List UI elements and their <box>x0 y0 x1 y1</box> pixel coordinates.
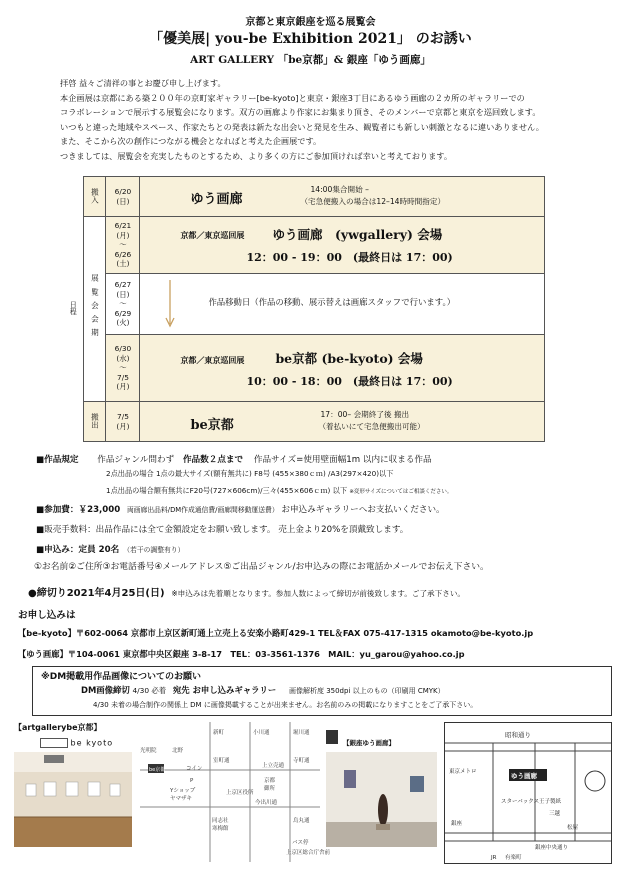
down-arrow-icon <box>164 280 176 328</box>
header-line3: ART GALLERY 「be京都」& 銀座「ゆう画廊」 <box>190 54 431 66</box>
map1-label-19: ヤマザキ <box>170 796 193 802</box>
tokyo-gallery-label: 【銀座ゆう画廊】 <box>343 739 395 747</box>
kyoto-gallery-photo <box>14 752 132 847</box>
intro-line: つきましては、展覧会を充実したものとするため、より多くの方にご参加頂ければ幸いと考えております。 <box>60 150 453 161</box>
map1-label-0: 光明院 <box>140 748 157 754</box>
map1-label-3: 小川通 <box>253 730 270 736</box>
map1-label-10: 室町通 <box>213 758 230 764</box>
move-cell <box>140 274 545 335</box>
kyoto-logo: be kyoto <box>40 738 130 750</box>
rules-line3: 1点出品の場合額有無共にF20号(727×606cm)/三々(455×606ｃｍ) 以下 ※変形サイズについてはご相談ください。 <box>106 486 453 495</box>
map1-label-6: 同志社 <box>212 818 229 824</box>
rules-line2: 2点出品の場合 1点の最大サイズ(額有無共に) F8号 (455×380ｃｍ) /A3(297×420)以下 <box>106 469 394 478</box>
carry-in-date: 6/20 (日) <box>106 177 140 217</box>
map2-label-3: 松屋 <box>567 825 579 831</box>
map1-label-21: 御所 <box>264 786 276 792</box>
dm-deadline: DM画像締切 4/30 必着 宛先 お申し込みギャラリー 画像解析度 350dpi 以上のもの（印刷用 CMYK） <box>81 685 445 695</box>
carry-in-cell <box>140 177 545 217</box>
map1-label-14: 上京区総合庁舎前 <box>286 850 331 856</box>
tokyo-prefix: 京都／東京巡回展 <box>180 230 245 240</box>
dm-note: 4/30 未着の場合制作の関係上 DM に画像掲載することが出来ません。お名前のみの掲載になりますことをご了承下さい。 <box>93 701 478 709</box>
apply-line: ■申込み：定員 20名 （若干の調整有り） <box>36 545 185 555</box>
logo-mark-icon <box>40 738 68 748</box>
map1-label-17: P <box>190 778 194 784</box>
map2-label-9: JR <box>491 855 497 861</box>
kyoto-map <box>140 722 331 862</box>
schedule-side-label: 日程 <box>69 301 78 315</box>
move-date: 6/27 (日) ～ 6/29 (火) <box>106 274 140 335</box>
map1-label-1: 北野 <box>172 748 184 754</box>
map1-label-13: バス停 <box>292 840 309 846</box>
map1-label-8: 上立売通 <box>262 763 285 769</box>
intro-line: 本企画展は京都にある築２００年の京町家ギャラリー[be-kyoto]と東京・銀座3丁目にあるゆう画廊の２カ所のギャラリーでの <box>60 92 525 103</box>
contact-tokyo: 【ゆう画廊】〒104-0061 東京都中央区銀座 3-8-17 TEL：03-3561-1376 MAIL：yu_garou@yahoo.co.jp <box>18 649 465 659</box>
map1-label-20: 京都 <box>264 778 276 784</box>
header-line1: 京都と東京銀座を巡る展覧会 <box>245 17 376 28</box>
carry-out-note2: （着払いにて宅急便搬出可能） <box>318 421 425 431</box>
deadline-line: ●締切り2021年4月25日(日) ※申込みは先着順となります。参加人数によって締切が前後致します。ご了承下さい。 <box>28 588 466 599</box>
kyoto-venue: be京都 (be-kyoto) 会場 <box>275 351 423 366</box>
map1-label-12: 烏丸通 <box>293 818 310 824</box>
tokyo-cell <box>140 217 545 274</box>
apply-items: ①お名前②ご住所③お電話番号④メールアドレス⑤ご出品ジャンル/お申込みの際にお電話かメールでお伝え下さい。 <box>34 562 489 572</box>
map2-label-5: スターバックス <box>501 799 540 805</box>
contact-kyoto: 【be-kyoto】〒602-0064 京都市上京区新町通上立売上る安楽小路町429-1 TEL＆FAX 075-417-1315 okamoto@be-kyoto.jp <box>18 628 534 638</box>
kyoto-prefix: 京都／東京巡回展 <box>180 355 245 365</box>
schedule-table <box>62 176 545 442</box>
carry-out-venue: be京都 <box>190 417 234 433</box>
map1-label-5: 今出川通 <box>255 800 278 806</box>
carry-in-label: 搬入 <box>84 177 106 217</box>
map2-label-0: 昭和通り <box>505 731 531 739</box>
rules-line1: ■作品規定 作品ジャンル問わず 作品数２点まで 作品サイズ=使用壁面幅1m 以内に収まる作品 <box>36 455 432 465</box>
contact-title: お申し込みは <box>18 610 76 621</box>
intro-line: コラボレーションで展示する展覧会になります。双方の画廊より作家にお集まり頂き、そのメンバーで京都と東京を巡回致します。 <box>60 107 541 118</box>
map1-label-16: コイン <box>186 766 203 772</box>
map1-label-18: Yショップ <box>170 788 196 794</box>
kyoto-date: 6/30 (水) ～ 7/5 (月) <box>106 335 140 402</box>
carry-out-note1: 17：00– 会期終了後 搬出 <box>320 409 410 419</box>
map1-label-2: 新町 <box>213 730 225 736</box>
map2-label-8: 有楽町 <box>505 855 522 861</box>
exhibit-period-label: 展覧会会期 <box>84 217 106 402</box>
carry-out-label: 搬出 <box>84 402 106 442</box>
carry-in-note1: 14:00集合開始 – <box>310 184 369 194</box>
dm-box <box>32 666 612 716</box>
kyoto-gallery-label: 【artgallerybe京都】 <box>14 723 102 732</box>
intro-text <box>60 76 600 164</box>
kyoto-hours: 10：00 - 18：00 (最終日は 17：00) <box>246 375 453 388</box>
yu-logo-icon <box>326 730 338 744</box>
tokyo-hours: 12：00 - 19：00 (最終日は 17：00) <box>246 251 453 264</box>
intro-line: 拝啓 益々ご清祥の事とお慶び申し上げます。 <box>60 78 226 88</box>
page-title: 「優美展| you-be Exhibition 2021」 のお誘い <box>149 31 472 47</box>
map2-label-2: 銀座中央通り <box>535 845 569 851</box>
tokyo-map <box>444 722 612 864</box>
tokyo-date: 6/21 (月) ～ 6/26 (土) <box>106 217 140 274</box>
intro-line: いつもと違った地域やスペース、作家たちとの発表は新たな出会いと発見を生み、観覧者にも新しい刺激となるに違いありません。 <box>60 121 544 132</box>
carry-out-cell <box>140 402 545 442</box>
carry-in-note2: （宅急便搬入の場合は12–14時時間指定） <box>300 196 446 206</box>
map2-label-7: 銀座 <box>451 821 463 827</box>
fee-line: ■参加費：￥23,000 両画廊出品料/DM作成通信費/画廊間移動運送費） お申込みギャラリーへお支払いください。 <box>36 505 445 515</box>
dm-title: ※DM掲載用作品画像についてのお願い <box>41 672 201 682</box>
tokyo-venue: ゆう画廊 (ywgallery) 会場 <box>272 227 443 242</box>
carry-in-venue: ゆう画廊 <box>190 191 243 207</box>
map1-label-4: 堀川通 <box>293 730 310 736</box>
map1-label-11: 寺町通 <box>293 758 310 764</box>
carry-out-date: 7/5 (月) <box>106 402 140 442</box>
map2-label-6: 王子製紙 <box>539 799 562 805</box>
map1-label-7: 寒梅館 <box>212 826 229 832</box>
move-text: 作品移動日（作品の移動、展示替えは画廊スタッフで行います。） <box>208 297 456 307</box>
intro-line: また、そこから次の創作につながる機会となればと考えた企画展です。 <box>60 136 322 147</box>
tokyo-gallery-photo <box>326 752 437 847</box>
map1-label-15: be京都 <box>149 767 166 773</box>
kyoto-cell <box>140 335 545 402</box>
commission-line: ■販売手数料：出品作品には全て金額設定をお願い致します。 売上金より20%を頂戴致します。 <box>36 525 409 535</box>
map2-label-10: 東京メトロ <box>449 769 477 775</box>
map2-label-4: 三越 <box>549 811 561 817</box>
map2-label-1: ゆう画廊 <box>511 772 537 780</box>
map1-label-9: 上京区役所 <box>226 790 254 796</box>
